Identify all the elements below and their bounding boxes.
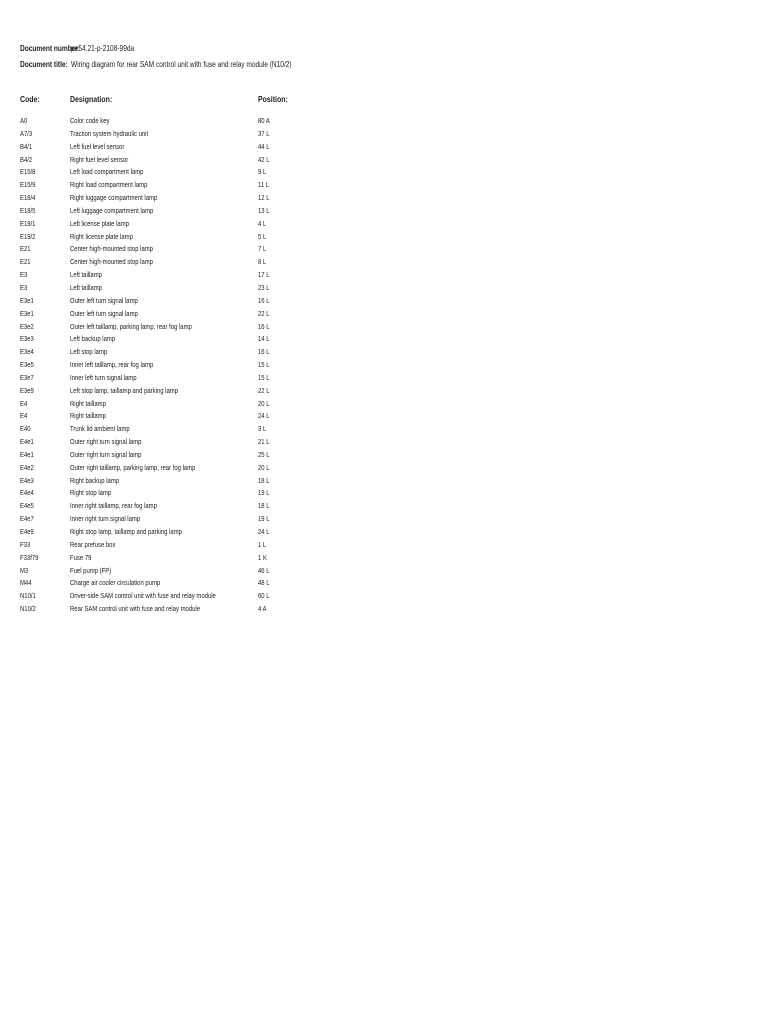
row-code: E3e7 [20,372,34,382]
row-position: 80 A [258,116,270,125]
table-row [0,243,768,256]
table-row [0,231,768,244]
row-position: 16 L [258,347,270,357]
row-position: 23 L [258,282,270,292]
row-position: 15 L [258,372,270,382]
table-row [0,205,768,218]
row-code: A7/3 [20,128,33,138]
row-designation: Right taillamp [70,411,106,421]
row-code: E21 [20,257,31,267]
row-position: 16 L [258,321,270,331]
row-designation: Center high-mounted stop lamp [70,244,153,254]
table-row [0,398,768,411]
row-designation: Right taillamp [70,398,106,408]
table-row [0,500,768,513]
table-row [0,410,768,423]
row-position: 22 L [258,308,270,318]
row-code: E4 [20,411,28,421]
table-row [0,475,768,488]
table-row [0,141,768,154]
row-code: M44 [20,578,32,588]
document-title-line [20,60,292,69]
table-row [0,487,768,500]
row-position: 24 L [258,527,270,536]
row-designation: Left stop lamp [70,347,108,357]
row-designation: Inner right taillamp, rear fog lamp [70,501,157,511]
row-designation: Left fuel level sensor [70,141,125,151]
row-designation: Rear SAM control unit with fuse and relay module [70,604,201,614]
row-code: E4e5 [20,501,34,511]
row-designation: Color code key [70,116,110,125]
column-header-designation: Designation: [70,94,113,104]
table-row [0,256,768,269]
table-row [0,513,768,526]
row-designation: Left taillamp [70,282,102,292]
table-row [0,436,768,449]
row-code: E3e1 [20,295,34,305]
row-code: E4e7 [20,514,34,524]
row-designation: Center high-mounted stop lamp [70,257,153,267]
row-code: E4 [20,398,28,408]
row-designation: Left luggage compartment lamp [70,205,154,215]
table-row [0,539,768,552]
row-code: E40 [20,424,31,434]
row-code: E4e9 [20,527,34,536]
row-position: 16 L [258,295,270,305]
row-code: N10/1 [20,591,36,601]
table-row [0,449,768,462]
row-code: F33 [20,539,31,549]
row-code: E4e2 [20,462,34,472]
row-position: 20 L [258,398,270,408]
row-designation: Left taillamp [70,270,102,280]
row-position: 5 L [258,231,267,241]
row-designation: Trunk lid ambient lamp [70,424,130,434]
row-designation: Outer right turn signal lamp [70,437,142,447]
row-code: B4/1 [20,141,33,151]
row-position: 25 L [258,449,270,459]
row-designation: Right luggage compartment lamp [70,193,158,203]
row-position: 8 L [258,257,267,267]
row-code: E19/1 [20,218,36,228]
row-code: E3e1 [20,308,34,318]
row-designation: Traction system hydraulic unit [70,128,149,138]
table-row [0,282,768,295]
row-designation: Outer right turn signal lamp [70,449,142,459]
row-designation: Rear prefuse box [70,539,116,549]
row-code: E4e4 [20,488,34,498]
row-position: 1 K [258,552,267,562]
document-number-line [20,44,134,53]
table-row [0,295,768,308]
row-position: 19 L [258,488,270,498]
table-row [0,359,768,372]
table-row [0,526,768,539]
row-designation: Right stop lamp, taillamp and parking lamp [70,527,182,536]
row-designation: Charge air cooler circulation pump [70,578,161,588]
table-row [0,128,768,141]
row-position: 37 L [258,128,270,138]
table-row [0,577,768,590]
row-position: 60 L [258,591,270,601]
row-designation: Outer left taillamp, parking lamp, rear fog lamp [70,321,192,331]
table-row [0,552,768,565]
row-code: E4e3 [20,475,34,485]
row-position: 44 L [258,141,270,151]
row-code: E15/8 [20,167,36,177]
row-designation: Inner right turn signal lamp [70,514,141,524]
row-code: E4e1 [20,437,34,447]
row-position: 48 L [258,578,270,588]
table-row [0,423,768,436]
table-row [0,192,768,205]
row-position: 18 L [258,475,270,485]
row-position: 22 L [258,385,270,395]
row-designation: Fuel pump (FP) [70,565,112,575]
row-code: E18/5 [20,205,36,215]
row-position: 4 L [258,218,267,228]
row-designation: Left load compartment lamp [70,167,144,177]
row-position: 24 L [258,411,270,421]
row-position: 46 L [258,565,270,575]
column-header-position: Position: [258,94,288,104]
row-designation: Fuse 79 [70,552,92,562]
row-position: 4 A [258,604,267,614]
row-position: 18 L [258,501,270,511]
table-row [0,590,768,603]
row-position: 21 L [258,437,270,447]
document-number-label: Document number: [20,44,81,53]
row-designation: Right fuel level sensor [70,154,129,164]
row-position: 1 L [258,539,267,549]
row-position: 3 L [258,424,267,434]
row-designation: Left stop lamp, taillamp and parking lamp [70,385,178,395]
row-code: E21 [20,244,31,254]
table-row [0,115,768,128]
row-code: E3e2 [20,321,34,331]
row-position: 17 L [258,270,270,280]
row-position: 13 L [258,205,270,215]
row-code: E3e3 [20,334,34,344]
row-code: E3 [20,270,28,280]
row-code: E3e5 [20,360,34,370]
table-row [0,346,768,359]
row-designation: Right backup lamp [70,475,120,485]
table-row [0,179,768,192]
row-code: A0 [20,116,28,125]
row-designation: Outer left turn signal lamp [70,308,138,318]
row-position: 14 L [258,334,270,344]
row-designation: Inner left turn signal lamp [70,372,137,382]
row-designation: Driver-side SAM control unit with fuse and relay module [70,591,216,601]
table-row [0,269,768,282]
row-code: E15/9 [20,180,36,190]
row-position: 20 L [258,462,270,472]
table-row [0,218,768,231]
document-title-label: Document title: [20,60,68,69]
row-designation: Right license plate lamp [70,231,133,241]
row-position: 9 L [258,167,267,177]
row-designation: Outer left turn signal lamp [70,295,138,305]
document-title-value: Wiring diagram for rear SAM control unit with fuse and relay module (N10/2) [71,60,292,69]
table-row [0,154,768,167]
row-code: E3e9 [20,385,34,395]
row-position: 11 L [258,180,270,190]
row-code: E19/2 [20,231,36,241]
table-row [0,166,768,179]
row-code: E3e4 [20,347,34,357]
row-designation: Left backup lamp [70,334,116,344]
row-code: B4/2 [20,154,33,164]
document-number-value: pe54.21-p-2108-99da [71,44,135,53]
row-position: 42 L [258,154,270,164]
table-row [0,462,768,475]
row-designation: Outer right taillamp, parking lamp, rear fog lamp [70,462,196,472]
table-row [0,333,768,346]
row-position: 19 L [258,514,270,524]
row-position: 15 L [258,360,270,370]
table-row [0,565,768,578]
table-row [0,385,768,398]
row-position: 12 L [258,193,270,203]
row-code: E3 [20,282,28,292]
row-code: E4e1 [20,449,34,459]
table-row [0,603,768,616]
row-code: M3 [20,565,29,575]
row-code: F33f79 [20,552,39,562]
row-designation: Right stop lamp [70,488,112,498]
row-designation: Left license plate lamp [70,218,129,228]
row-position: 7 L [258,244,267,254]
row-code: E18/4 [20,193,36,203]
column-header-code: Code: [20,94,40,104]
table-row [0,308,768,321]
row-code: N10/2 [20,604,36,614]
row-designation: Right load compartment lamp [70,180,148,190]
row-designation: Inner left taillamp, rear fog lamp [70,360,154,370]
table-row [0,321,768,334]
component-table [0,115,768,616]
table-row [0,372,768,385]
